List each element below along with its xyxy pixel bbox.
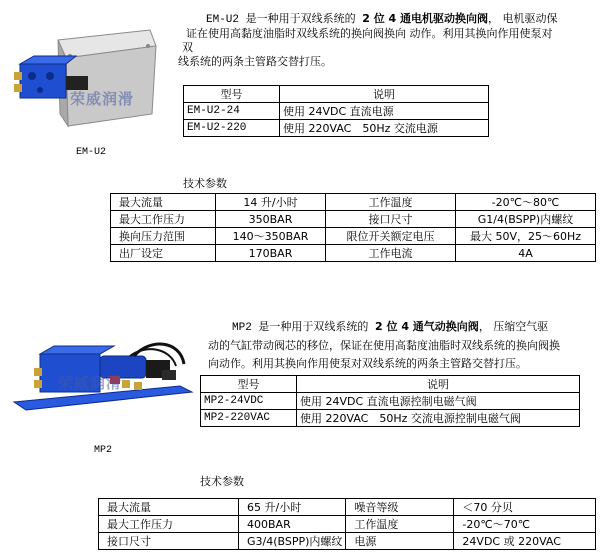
header-description: 说明: [280, 86, 489, 103]
table-row: EM-U2-24 使用 24VDC 直流电源: [184, 103, 489, 120]
table-row: 最大工作压力 400BAR 工作温度 -20℃～70℃: [99, 516, 596, 533]
mp2-desc-highlight: 2 位 4 通气动换向阀: [375, 320, 479, 333]
em-u2-desc-line4: 线系统的两条主管路交替打压。: [178, 55, 332, 68]
em-u2-desc-line2: 证在使用高黏度油脂时双线系统的换向阀换向 动作。利用其换向作用使泵对: [186, 27, 553, 40]
table-row: 换向压力范围 140～350BAR 限位开关额定电压 最大 50V，25～60Hz: [111, 228, 596, 245]
mp2-model-table: [200, 375, 580, 427]
em-u2-desc-highlight: 2 位 4 通电机驱动换向阀: [362, 12, 489, 25]
em-u2-desc-line3: 双: [182, 41, 193, 54]
mp2-description: [208, 320, 596, 371]
mp2-desc-line1: MP2 是一种用于双线系统的 2 位 4 通气动换向阀， 压缩空气驱: [232, 320, 549, 334]
table-row: EM-U2-220 使用 220VAC 50Hz 交流电源: [184, 120, 489, 137]
em-u2-spec-title: 技术参数: [183, 177, 227, 190]
mp2-spec-table: [98, 498, 596, 550]
em-u2-desc-line1: EM-U2 是一种用于双线系统的 2 位 4 通电机驱动换向阀， 电机驱动保: [206, 12, 558, 26]
table-header-row: [201, 376, 580, 393]
table-row: 最大流量 65 升/小时 噪音等级 ＜70 分贝: [99, 499, 596, 516]
em-u2-illustration: [10, 18, 160, 138]
table-row: MP2-24VDC 使用 24VDC 直流电源控制电磁气阀: [201, 393, 580, 410]
table-row: 最大工作压力 350BAR 接口尺寸 G1/4(BSPP)内螺纹: [111, 211, 596, 228]
mp2-desc-line3: 向动作。利用其换向作用使泵对双线系统的两条主管路交替打压。: [208, 357, 527, 370]
mp2-desc-line2: 动的气缸带动阀芯的移位，保证在使用高黏度油脂时双线系统的换向阀换: [208, 339, 560, 352]
em-u2-description: [178, 12, 596, 69]
table-row: 接口尺寸 G3/4(BSPP)内螺纹 电源 24VDC 或 220VAC: [99, 533, 596, 550]
table-row: 出厂设定 170BAR 工作电流 4A: [111, 245, 596, 262]
header-description: 说明: [297, 376, 580, 393]
table-row: MP2-220VAC 使用 220VAC 50Hz 交流电源控制电磁气阀: [201, 410, 580, 427]
table-row: 最大流量 14 升/小时 工作温度 -20℃～80℃: [111, 194, 596, 211]
em-u2-watermark: 荣威润滑: [70, 90, 135, 108]
header-model: 型号: [201, 376, 297, 393]
em-u2-spec-table: [110, 193, 596, 262]
mp2-caption: MP2: [94, 445, 113, 456]
em-u2-caption: EM-U2: [76, 147, 107, 158]
em-u2-product-image: [10, 18, 160, 138]
mp2-spec-title: 技术参数: [200, 475, 244, 488]
header-model: 型号: [184, 86, 280, 103]
em-u2-model-table: [183, 85, 489, 137]
table-header-row: [184, 86, 489, 103]
mp2-product-image: [10, 330, 196, 418]
mp2-watermark: 荣威润滑: [58, 374, 123, 392]
